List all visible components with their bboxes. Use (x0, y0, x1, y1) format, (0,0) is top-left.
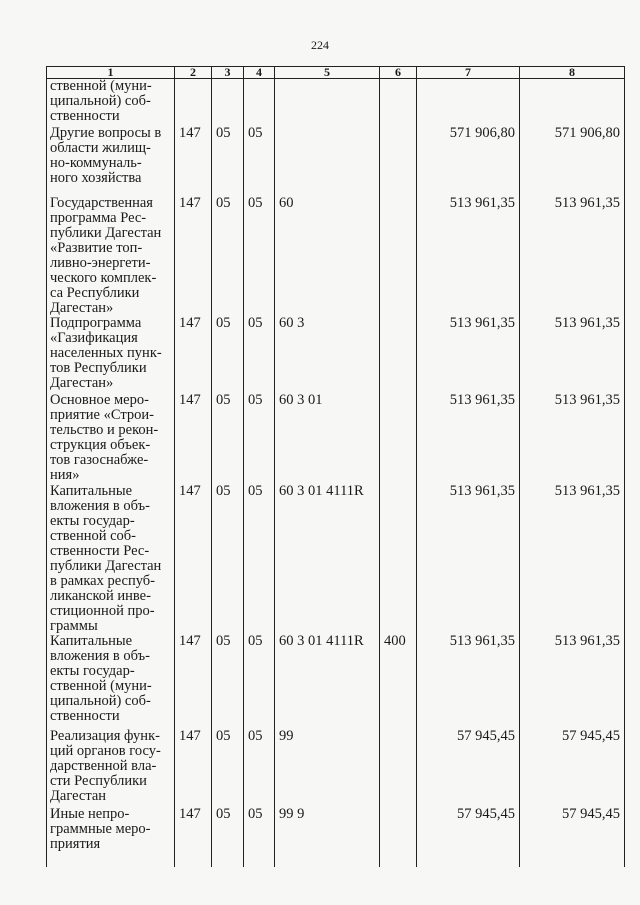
row-name-line: струкция объек- (50, 436, 151, 453)
row-name-line: Государственная (50, 194, 153, 211)
row-name-line: населенных пунк- (50, 344, 162, 361)
subsection-code-cell (244, 79, 275, 126)
row-name-cell (47, 634, 175, 729)
row-name-cell (47, 126, 175, 196)
subsection-code-cell: 05 (244, 196, 275, 316)
row-name-cell (47, 316, 175, 393)
section-code-cell: 05 (212, 126, 244, 196)
row-name-line: «Газификация (50, 329, 138, 346)
section-code-cell: 05 (212, 196, 244, 316)
admin-code-cell: 147 (175, 729, 212, 807)
row-name-line: Основное меро- (50, 391, 149, 408)
table-row (47, 126, 625, 196)
row-name-line: программа Рес- (50, 209, 147, 226)
admin-code-cell: 147 (175, 393, 212, 484)
table-header-row (47, 67, 625, 79)
page-number: 224 (311, 38, 329, 52)
row-name-line: ственной (муни- (50, 78, 152, 94)
section-code-cell: 05 (212, 393, 244, 484)
row-name-line: приятия (50, 835, 101, 852)
row-name-line: Дагестан» (50, 374, 114, 391)
expense-type-cell (380, 196, 417, 316)
table-row (47, 393, 625, 484)
row-name-line: граммы (50, 617, 98, 634)
expense-type-cell (380, 316, 417, 393)
row-name-line: тельство и рекон- (50, 421, 159, 438)
amount-cell-8: 57 945,45 (520, 729, 625, 807)
column-header-4: 4 (244, 67, 275, 79)
expense-type-cell (380, 484, 417, 634)
row-name-line: Капитальные (50, 482, 133, 499)
row-name-cell (47, 807, 175, 867)
row-name-line: тов Республики (50, 359, 147, 376)
row-name-line: ственности (50, 108, 120, 124)
target-article-cell (275, 79, 380, 126)
row-name-line: вложения в объ- (50, 497, 150, 514)
expense-type-cell: 400 (380, 634, 417, 729)
row-name-line: ческого комплек- (50, 269, 157, 286)
target-article-cell: 60 (275, 196, 380, 316)
row-name-line: ственной (муни- (50, 677, 152, 694)
admin-code-cell: 147 (175, 484, 212, 634)
column-header-5: 5 (275, 67, 380, 79)
row-name-line: ственной соб- (50, 527, 137, 544)
section-code-cell: 05 (212, 807, 244, 867)
row-name-line: стиционной про- (50, 602, 155, 619)
row-name-line: Дагестан (50, 787, 107, 804)
row-name-line: ципальной) соб- (50, 93, 151, 109)
target-article-cell: 60 3 01 4111R (275, 634, 380, 729)
section-code-cell: 05 (212, 316, 244, 393)
subsection-code-cell: 05 (244, 393, 275, 484)
expense-type-cell (380, 807, 417, 867)
column-header-7: 7 (417, 67, 520, 79)
subsection-code-cell: 05 (244, 634, 275, 729)
row-name-line: дарственной вла- (50, 757, 157, 774)
column-header-2: 2 (175, 67, 212, 79)
table-row (47, 316, 625, 393)
table-row (47, 807, 625, 867)
amount-cell-7: 513 961,35 (417, 484, 520, 634)
target-article-cell: 99 (275, 729, 380, 807)
row-name-line: са Республики (50, 284, 140, 301)
row-name-line: Подпрограмма (50, 314, 142, 331)
admin-code-cell: 147 (175, 807, 212, 867)
subsection-code-cell: 05 (244, 484, 275, 634)
row-name-line: Другие вопросы в (50, 124, 162, 141)
amount-cell-7: 513 961,35 (417, 316, 520, 393)
amount-cell-7: 513 961,35 (417, 393, 520, 484)
target-article-cell: 60 3 01 4111R (275, 484, 380, 634)
amount-cell-7: 571 906,80 (417, 126, 520, 196)
table-body (47, 79, 625, 867)
section-code-cell: 05 (212, 634, 244, 729)
row-name-line: в рамках респуб- (50, 572, 155, 589)
row-name-line: граммные меро- (50, 820, 151, 837)
subsection-code-cell: 05 (244, 126, 275, 196)
row-name-line: приятие «Строи- (50, 406, 154, 423)
row-name-line: ния» (50, 466, 80, 483)
row-name-line: ций органов госу- (50, 742, 161, 759)
amount-cell-7: 513 961,35 (417, 196, 520, 316)
amount-cell-8 (520, 79, 625, 126)
table-row (47, 79, 625, 126)
subsection-code-cell: 05 (244, 729, 275, 807)
row-name-line: ственности Рес- (50, 542, 150, 559)
row-name-line: но-коммуналь- (50, 154, 142, 171)
subsection-code-cell: 05 (244, 316, 275, 393)
amount-cell-8: 571 906,80 (520, 126, 625, 196)
row-name-line: екты государ- (50, 662, 135, 679)
admin-code-cell: 147 (175, 316, 212, 393)
amount-cell-8: 513 961,35 (520, 196, 625, 316)
target-article-cell: 99 9 (275, 807, 380, 867)
row-name-cell (47, 79, 175, 126)
column-header-6: 6 (380, 67, 417, 79)
row-name-line: екты государ- (50, 512, 135, 529)
amount-cell-8: 513 961,35 (520, 484, 625, 634)
expense-type-cell (380, 79, 417, 126)
row-name-cell (47, 729, 175, 807)
amount-cell-8: 513 961,35 (520, 393, 625, 484)
row-name-line: вложения в объ- (50, 647, 150, 664)
row-name-line: Иные непро- (50, 805, 130, 822)
row-name-line: тов газоснабже- (50, 451, 149, 468)
admin-code-cell: 147 (175, 196, 212, 316)
row-name-line: Дагестан» (50, 299, 114, 316)
row-name-line: ликанской инве- (50, 587, 151, 604)
table-row (47, 196, 625, 316)
row-name-line: «Развитие топ- (50, 239, 143, 256)
expense-type-cell (380, 393, 417, 484)
amount-cell-8: 513 961,35 (520, 634, 625, 729)
row-name-cell (47, 196, 175, 316)
section-code-cell (212, 79, 244, 126)
table-row (47, 484, 625, 634)
expense-type-cell (380, 729, 417, 807)
row-name-cell (47, 393, 175, 484)
table-row (47, 729, 625, 807)
row-name-line: ного хозяйства (50, 169, 142, 186)
row-name-line: ципальной) соб- (50, 692, 151, 709)
column-header-1: 1 (47, 67, 175, 79)
admin-code-cell (175, 79, 212, 126)
expense-type-cell (380, 126, 417, 196)
amount-cell-7: 57 945,45 (417, 807, 520, 867)
amount-cell-7 (417, 79, 520, 126)
amount-cell-7: 57 945,45 (417, 729, 520, 807)
row-name-line: ливно-энергети- (50, 254, 151, 271)
section-code-cell: 05 (212, 729, 244, 807)
row-name-line: публики Дагестан (50, 557, 162, 574)
amount-cell-8: 57 945,45 (520, 807, 625, 867)
row-name-line: Капитальные (50, 632, 133, 649)
admin-code-cell: 147 (175, 126, 212, 196)
row-name-cell (47, 484, 175, 634)
admin-code-cell: 147 (175, 634, 212, 729)
row-name-line: публики Дагестан (50, 224, 162, 241)
target-article-cell: 60 3 (275, 316, 380, 393)
row-name-line: ственности (50, 707, 120, 724)
row-name-line: сти Республики (50, 772, 147, 789)
amount-cell-7: 513 961,35 (417, 634, 520, 729)
row-name-line: области жилищ- (50, 139, 151, 156)
row-name-line: Реализация функ- (50, 727, 160, 744)
amount-cell-8: 513 961,35 (520, 316, 625, 393)
column-header-8: 8 (520, 67, 625, 79)
target-article-cell (275, 126, 380, 196)
budget-table (46, 66, 625, 867)
section-code-cell: 05 (212, 484, 244, 634)
column-header-3: 3 (212, 67, 244, 79)
subsection-code-cell: 05 (244, 807, 275, 867)
table-row (47, 634, 625, 729)
target-article-cell: 60 3 01 (275, 393, 380, 484)
